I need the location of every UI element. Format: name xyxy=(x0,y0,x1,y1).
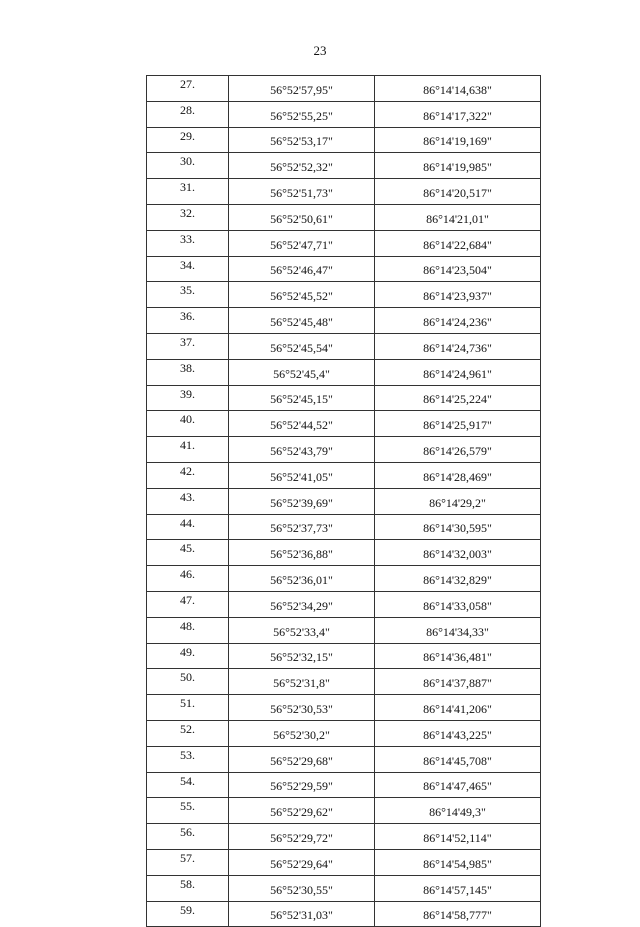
point-number-cell: 49. xyxy=(147,643,229,669)
latitude-cell: 56°52'30,2" xyxy=(229,720,375,746)
point-number-cell: 36. xyxy=(147,308,229,334)
longitude-cell: 86°14'33,058" xyxy=(375,591,541,617)
point-number-cell: 45. xyxy=(147,540,229,566)
point-number-cell: 33. xyxy=(147,230,229,256)
table-row xyxy=(147,153,541,179)
longitude-cell: 86°14'43,225" xyxy=(375,720,541,746)
latitude-cell: 56°52'50,61" xyxy=(229,204,375,230)
longitude-cell: 86°14'19,169" xyxy=(375,127,541,153)
longitude-cell: 86°14'47,465" xyxy=(375,772,541,798)
point-number-cell: 43. xyxy=(147,488,229,514)
table-row xyxy=(147,540,541,566)
point-number-cell: 42. xyxy=(147,462,229,488)
latitude-cell: 56°52'45,48" xyxy=(229,308,375,334)
latitude-cell: 56°52'29,68" xyxy=(229,746,375,772)
point-number-cell: 40. xyxy=(147,411,229,437)
longitude-cell: 86°14'29,2" xyxy=(375,488,541,514)
coordinates-table-body xyxy=(147,76,541,927)
longitude-cell: 86°14'24,961" xyxy=(375,359,541,385)
table-row xyxy=(147,127,541,153)
longitude-cell: 86°14'14,638" xyxy=(375,76,541,102)
longitude-cell: 86°14'17,322" xyxy=(375,101,541,127)
point-number-cell: 47. xyxy=(147,591,229,617)
latitude-cell: 56°52'43,79" xyxy=(229,437,375,463)
latitude-cell: 56°52'44,52" xyxy=(229,411,375,437)
table-row xyxy=(147,514,541,540)
coordinates-table xyxy=(146,75,541,927)
table-row xyxy=(147,669,541,695)
table-row xyxy=(147,385,541,411)
point-number-cell: 55. xyxy=(147,798,229,824)
latitude-cell: 56°52'29,59" xyxy=(229,772,375,798)
longitude-cell: 86°14'32,829" xyxy=(375,566,541,592)
latitude-cell: 56°52'46,47" xyxy=(229,256,375,282)
table-row xyxy=(147,411,541,437)
point-number-cell: 37. xyxy=(147,333,229,359)
point-number-cell: 41. xyxy=(147,437,229,463)
longitude-cell: 86°14'25,224" xyxy=(375,385,541,411)
longitude-cell: 86°14'26,579" xyxy=(375,437,541,463)
longitude-cell: 86°14'36,481" xyxy=(375,643,541,669)
point-number-cell: 38. xyxy=(147,359,229,385)
longitude-cell: 86°14'52,114" xyxy=(375,824,541,850)
table-row xyxy=(147,488,541,514)
latitude-cell: 56°52'37,73" xyxy=(229,514,375,540)
table-row xyxy=(147,308,541,334)
point-number-cell: 39. xyxy=(147,385,229,411)
point-number-cell: 51. xyxy=(147,695,229,721)
point-number-cell: 52. xyxy=(147,720,229,746)
latitude-cell: 56°52'32,15" xyxy=(229,643,375,669)
latitude-cell: 56°52'36,88" xyxy=(229,540,375,566)
latitude-cell: 56°52'33,4" xyxy=(229,617,375,643)
latitude-cell: 56°52'29,72" xyxy=(229,824,375,850)
table-row xyxy=(147,76,541,102)
longitude-cell: 86°14'24,736" xyxy=(375,333,541,359)
point-number-cell: 27. xyxy=(147,76,229,102)
point-number-cell: 46. xyxy=(147,566,229,592)
point-number-cell: 48. xyxy=(147,617,229,643)
longitude-cell: 86°14'45,708" xyxy=(375,746,541,772)
longitude-cell: 86°14'58,777" xyxy=(375,901,541,927)
latitude-cell: 56°52'45,54" xyxy=(229,333,375,359)
latitude-cell: 56°52'52,32" xyxy=(229,153,375,179)
table-row xyxy=(147,204,541,230)
table-row xyxy=(147,566,541,592)
table-row xyxy=(147,230,541,256)
table-row xyxy=(147,695,541,721)
longitude-cell: 86°14'28,469" xyxy=(375,462,541,488)
longitude-cell: 86°14'49,3" xyxy=(375,798,541,824)
longitude-cell: 86°14'20,517" xyxy=(375,179,541,205)
longitude-cell: 86°14'21,01" xyxy=(375,204,541,230)
latitude-cell: 56°52'45,52" xyxy=(229,282,375,308)
table-row xyxy=(147,746,541,772)
point-number-cell: 57. xyxy=(147,849,229,875)
point-number-cell: 54. xyxy=(147,772,229,798)
latitude-cell: 56°52'57,95" xyxy=(229,76,375,102)
latitude-cell: 56°52'31,8" xyxy=(229,669,375,695)
table-row xyxy=(147,617,541,643)
point-number-cell: 59. xyxy=(147,901,229,927)
table-row xyxy=(147,333,541,359)
table-row xyxy=(147,849,541,875)
latitude-cell: 56°52'45,15" xyxy=(229,385,375,411)
longitude-cell: 86°14'23,504" xyxy=(375,256,541,282)
latitude-cell: 56°52'41,05" xyxy=(229,462,375,488)
latitude-cell: 56°52'30,53" xyxy=(229,695,375,721)
latitude-cell: 56°52'34,29" xyxy=(229,591,375,617)
latitude-cell: 56°52'29,64" xyxy=(229,849,375,875)
table-row xyxy=(147,798,541,824)
table-row xyxy=(147,101,541,127)
longitude-cell: 86°14'24,236" xyxy=(375,308,541,334)
latitude-cell: 56°52'31,03" xyxy=(229,901,375,927)
point-number-cell: 53. xyxy=(147,746,229,772)
latitude-cell: 56°52'39,69" xyxy=(229,488,375,514)
point-number-cell: 31. xyxy=(147,179,229,205)
longitude-cell: 86°14'30,595" xyxy=(375,514,541,540)
table-row xyxy=(147,462,541,488)
longitude-cell: 86°14'34,33" xyxy=(375,617,541,643)
table-row xyxy=(147,875,541,901)
table-row xyxy=(147,282,541,308)
table-row xyxy=(147,591,541,617)
longitude-cell: 86°14'19,985" xyxy=(375,153,541,179)
page-number: 23 xyxy=(313,43,327,58)
longitude-cell: 86°14'54,985" xyxy=(375,849,541,875)
point-number-cell: 35. xyxy=(147,282,229,308)
point-number-cell: 29. xyxy=(147,127,229,153)
table-row xyxy=(147,643,541,669)
latitude-cell: 56°52'36,01" xyxy=(229,566,375,592)
point-number-cell: 44. xyxy=(147,514,229,540)
longitude-cell: 86°14'57,145" xyxy=(375,875,541,901)
point-number-cell: 56. xyxy=(147,824,229,850)
latitude-cell: 56°52'45,4" xyxy=(229,359,375,385)
point-number-cell: 32. xyxy=(147,204,229,230)
point-number-cell: 28. xyxy=(147,101,229,127)
latitude-cell: 56°52'47,71" xyxy=(229,230,375,256)
table-row xyxy=(147,720,541,746)
latitude-cell: 56°52'55,25" xyxy=(229,101,375,127)
table-row xyxy=(147,824,541,850)
longitude-cell: 86°14'23,937" xyxy=(375,282,541,308)
point-number-cell: 30. xyxy=(147,153,229,179)
longitude-cell: 86°14'32,003" xyxy=(375,540,541,566)
latitude-cell: 56°52'29,62" xyxy=(229,798,375,824)
latitude-cell: 56°52'53,17" xyxy=(229,127,375,153)
table-row xyxy=(147,772,541,798)
longitude-cell: 86°14'41,206" xyxy=(375,695,541,721)
point-number-cell: 58. xyxy=(147,875,229,901)
point-number-cell: 50. xyxy=(147,669,229,695)
latitude-cell: 56°52'30,55" xyxy=(229,875,375,901)
table-row xyxy=(147,256,541,282)
table-row xyxy=(147,179,541,205)
table-row xyxy=(147,359,541,385)
point-number-cell: 34. xyxy=(147,256,229,282)
longitude-cell: 86°14'22,684" xyxy=(375,230,541,256)
latitude-cell: 56°52'51,73" xyxy=(229,179,375,205)
longitude-cell: 86°14'25,917" xyxy=(375,411,541,437)
longitude-cell: 86°14'37,887" xyxy=(375,669,541,695)
table-row xyxy=(147,437,541,463)
